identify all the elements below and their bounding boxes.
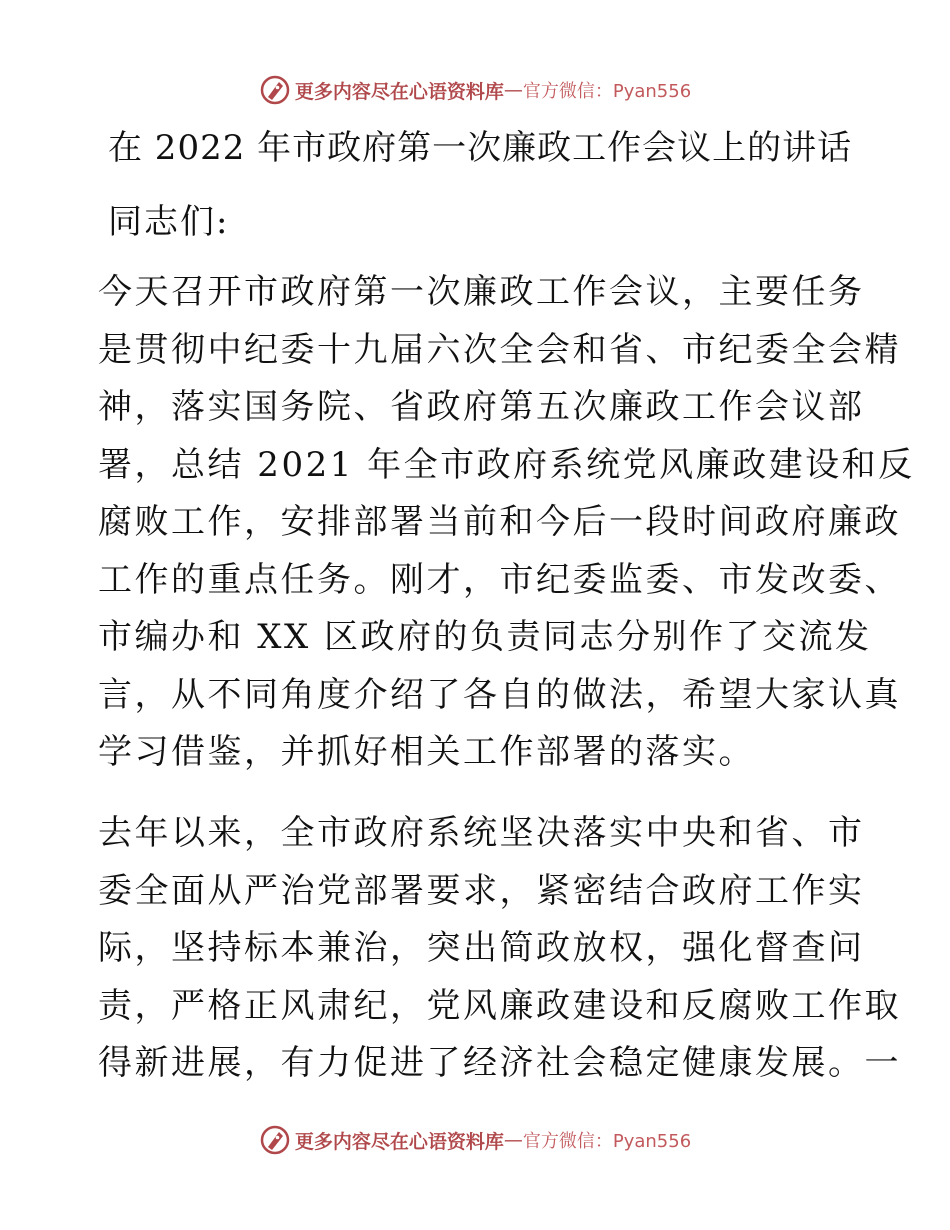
salutation: 同志们: [108, 202, 230, 242]
paragraph-line: 际，坚持标本兼治，突出简政放权，强化督查问 [98, 928, 865, 968]
banner-contact: 官方微信：Pyan556 [522, 81, 692, 102]
paragraph-line: 学习借鉴，并抓好相关工作部署的落实。 [98, 732, 755, 772]
header-watermark-banner [0, 70, 950, 110]
document-title: 在 2022 年市政府第一次廉政工作会议上的讲话 [108, 128, 853, 168]
banner-site-text: 更多内容尽在心语资料库 [294, 1130, 504, 1153]
pen-nib-logo-icon [259, 74, 291, 106]
paragraph-line: 是贯彻中纪委十九届六次全会和省、市纪委全会精 [98, 329, 901, 370]
paragraph-line: 得新进展，有力促进了经济社会稳定健康发展。一 [98, 1043, 901, 1083]
paragraph-2 [98, 805, 901, 1093]
paragraph-1 [98, 264, 915, 782]
pen-nib-logo-icon [259, 1124, 291, 1156]
paragraph-line: 去年以来，全市政府系统坚决落实中央和省、市 [98, 813, 865, 853]
paragraph-line: 神，落实国务院、省政府第五次廉政工作会议部 [98, 387, 865, 427]
paragraph-line: 署，总结 2021 年全市政府系统党风廉政建设和反 [98, 444, 915, 485]
paragraph-line: 委全面从严治党部署要求，紧密结合政府工作实 [98, 870, 865, 911]
paragraph-line: 腐败工作，安排部署当前和今后一段时间政府廉政 [98, 502, 901, 542]
banner-site-text: 更多内容尽在心语资料库 [294, 80, 504, 103]
footer-watermark-banner [0, 1120, 950, 1160]
paragraph-line: 责，严格正风肃纪，党风廉政建设和反腐败工作取 [98, 985, 901, 1026]
paragraph-line: 工作的重点任务。刚才，市纪委监委、市发改委、 [98, 559, 901, 600]
banner-contact: 官方微信：Pyan556 [522, 1131, 692, 1152]
paragraph-line: 今天召开市政府第一次廉政工作会议，主要任务 [98, 272, 865, 312]
paragraph-line: 市编办和 XX 区政府的负责同志分别作了交流发 [98, 617, 872, 657]
banner-separator: — [503, 79, 523, 101]
banner-separator: — [503, 1129, 523, 1151]
paragraph-line: 言，从不同角度介绍了各自的做法，希望大家认真 [98, 674, 901, 715]
